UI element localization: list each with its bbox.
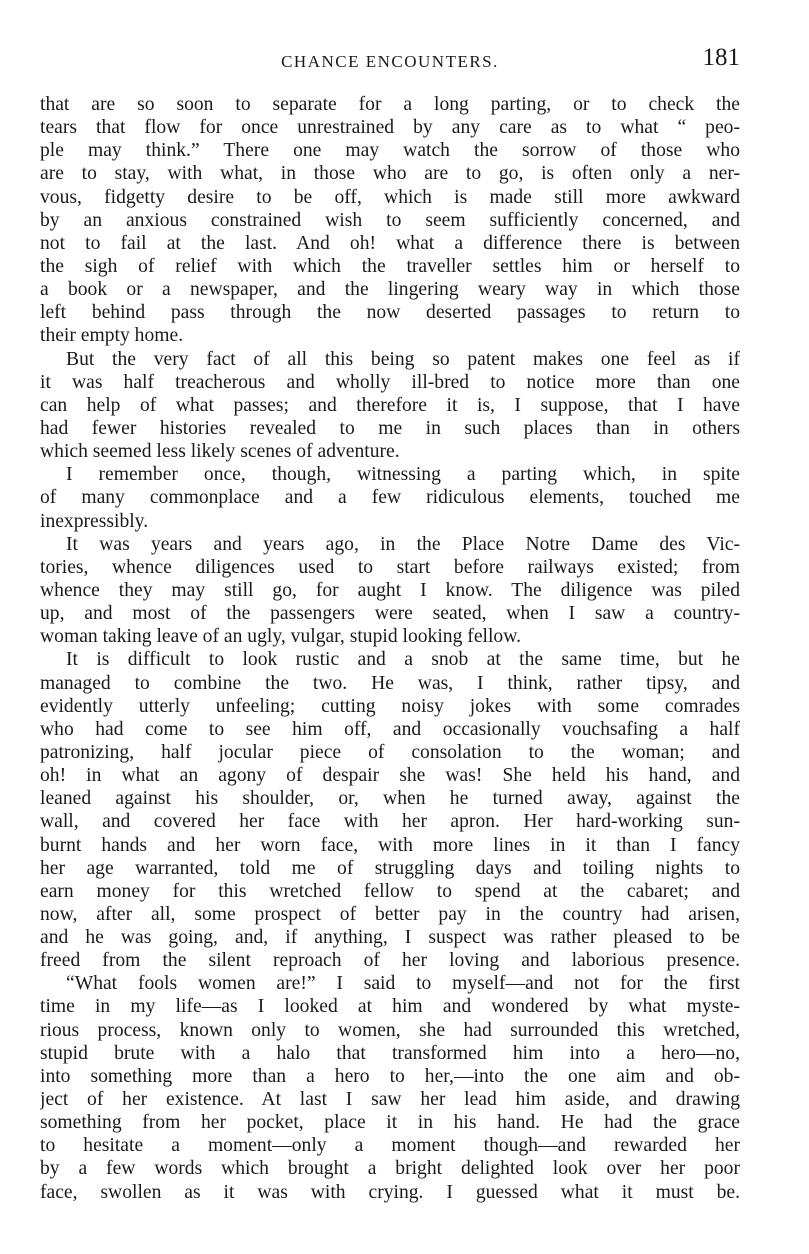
text-line: to hesitate a moment—only a moment though—and rewarded her: [40, 1135, 740, 1157]
text-line: woman taking leave of an ugly, vulgar, stupid looking fellow.: [40, 626, 521, 648]
text-line: rious process, known only to women, she had surrounded this wretched,: [40, 1019, 740, 1041]
text-line: “What fools women are!” I said to myself—and not for the first: [66, 973, 740, 995]
text-line: evidently utterly unfeeling; cutting noisy jokes with some comrades: [40, 695, 740, 717]
text-line: that are so soon to separate for a long parting, or to check the: [40, 94, 740, 115]
text-line: freed from the silent reproach of her loving and laborious presence.: [40, 950, 740, 972]
text-line: which seemed less likely scenes of adventure.: [40, 441, 400, 463]
text-line: It is difficult to look rustic and a snob at the same time, but he: [66, 649, 740, 671]
text-line: patronizing, half jocular piece of consolation to the woman; and: [40, 741, 740, 763]
text-line: whence they may still go, for aught I know. The diligence was piled: [40, 579, 740, 601]
text-line: of many commonplace and a few ridiculous elements, touched me: [40, 487, 740, 509]
text-line: But the very fact of all this being so patent makes one feel as if: [66, 348, 740, 370]
text-line: managed to combine the two. He was, I think, rather tipsy, and: [40, 672, 740, 694]
text-line: who had come to see him off, and occasionally vouchsafing a half: [40, 718, 740, 740]
text-line: by an anxious constrained wish to seem sufficiently concerned, and: [40, 209, 740, 231]
text-line: by a few words which brought a bright delighted look over her poor: [40, 1158, 740, 1180]
text-line: time in my life—as I looked at him and wondered by what myste-: [40, 996, 740, 1018]
text-line: face, swollen as it was with crying. I guessed what it must be.: [40, 1181, 740, 1203]
text-line: are to stay, with what, in those who are to go, is often only a ner-: [40, 163, 740, 185]
text-line: a book or a newspaper, and the lingering weary way in which those: [40, 279, 740, 301]
text-line: wall, and covered her face with her apron. Her hard-working sun-: [40, 811, 740, 833]
running-title: CHANCE ENCOUNTERS.: [281, 52, 499, 71]
text-line: vous, fidgetty desire to be off, which is made still more awkward: [40, 186, 740, 208]
text-line: not to fail at the last. And oh! what a difference there is between: [40, 232, 740, 254]
body-text: [40, 93, 740, 1204]
text-line: left behind pass through the now deserted passages to return to: [40, 302, 740, 324]
text-line: earn money for this wretched fellow to spend at the cabaret; and: [40, 880, 740, 902]
text-line: I remember once, though, witnessing a parting which, in spite: [66, 464, 740, 486]
text-line: into something more than a hero to her,—into the one aim and ob-: [40, 1065, 740, 1087]
text-line: now, after all, some prospect of better pay in the country had arisen,: [40, 903, 740, 925]
page-number: 181: [702, 44, 740, 71]
text-line: their empty home.: [40, 325, 184, 347]
text-line: had fewer histories revealed to me in such places than in others: [40, 417, 740, 439]
text-line: her age warranted, told me of struggling days and toiling nights to: [40, 857, 740, 879]
text-line: burnt hands and her worn face, with more lines in it than I fancy: [40, 834, 740, 856]
text-line: up, and most of the passengers were seated, when I saw a country-: [40, 603, 740, 625]
text-line: the sigh of relief with which the traveller settles him or herself to: [40, 255, 740, 277]
text-line: something from her pocket, place it in his hand. He had the grace: [40, 1112, 740, 1134]
text-line: can help of what passes; and therefore it is, I suppose, that I have: [40, 394, 740, 416]
text-line: leaned against his shoulder, or, when he turned away, against the: [40, 788, 740, 810]
text-line: ple may think.” There one may watch the sorrow of those who: [40, 140, 740, 162]
text-line: ject of her existence. At last I saw her lead him aside, and drawing: [40, 1089, 740, 1111]
text-line: oh! in what an agony of despair she was! She held his hand, and: [40, 765, 740, 787]
text-line: inexpressibly.: [40, 510, 149, 532]
text-line: it was half treacherous and wholly ill-bred to notice more than one: [40, 371, 740, 393]
text-line: tears that flow for once unrestrained by any care as to what “ peo-: [40, 117, 740, 139]
text-line: and he was going, and, if anything, I suspect was rather pleased to be: [40, 927, 740, 949]
text-line: It was years and years ago, in the Place Notre Dame des Vic-: [66, 533, 740, 555]
text-line: stupid brute with a halo that transformed him into a hero—no,: [40, 1042, 740, 1064]
text-line: tories, whence diligences used to start before railways existed; from: [40, 556, 740, 578]
running-header: [40, 44, 740, 84]
